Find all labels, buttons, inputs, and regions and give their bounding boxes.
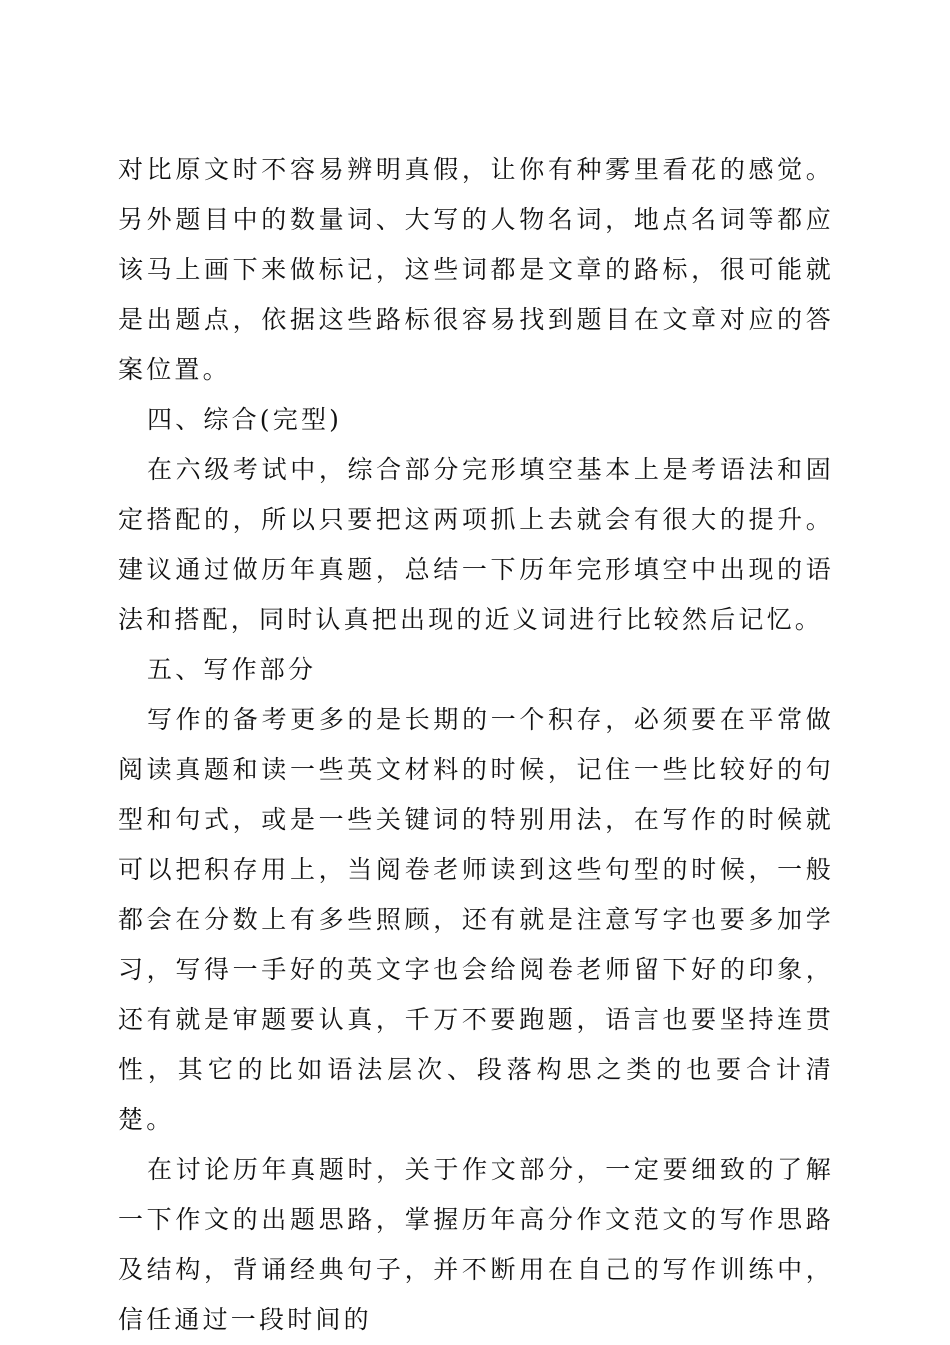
document-body [118,145,834,1345]
section-heading-writing: 五、写作部分 [147,655,317,684]
paragraph-writing-past-papers: 在讨论历年真题时，关于作文部分，一定要细致的了解一下作文的出题思路，掌握历年高分作文范文的写作思路及结构，背诵经典句子，并不断用在自己的写作训练中，信任通过一段时间的 [118,1155,834,1334]
paragraph-comprehensive: 在六级考试中，综合部分完形填空基本上是考语法和固定搭配的，所以只要把这两项抓上去就会有很大的提升。建议通过做历年真题，总结一下历年完形填空中出现的语法和搭配，同时认真把出现的近义词进行比较然后记忆。 [118,455,834,634]
paragraph-writing: 写作的备考更多的是长期的一个积存，必须要在平常做阅读真题和读一些英文材料的时候，记住一些比较好的句型和句式，或是一些关键词的特别用法，在写作的时候就可以把积存用上，当阅卷老师读到这些句型的时候，一般都会在分数上有多些照顾，还有就是注意写字也要多加学习，写得一手好的英文字也会给阅卷老师留下好的印象，还有就是审题要认真，千万不要跑题，语言也要坚持连贯性，其它的比如语法层次、段落构思之类的也要合计清楚。 [118,705,834,1134]
paragraph-reading-tips: 对比原文时不容易辨明真假，让你有种雾里看花的感觉。另外题目中的数量词、大写的人物名词，地点名词等都应该马上画下来做标记，这些词都是文章的路标，很可能就是出题点，依据这些路标很容易找到题目在文章对应的答案位置。 [118,155,834,384]
section-heading-comprehensive: 四、综合(完型) [147,405,343,434]
